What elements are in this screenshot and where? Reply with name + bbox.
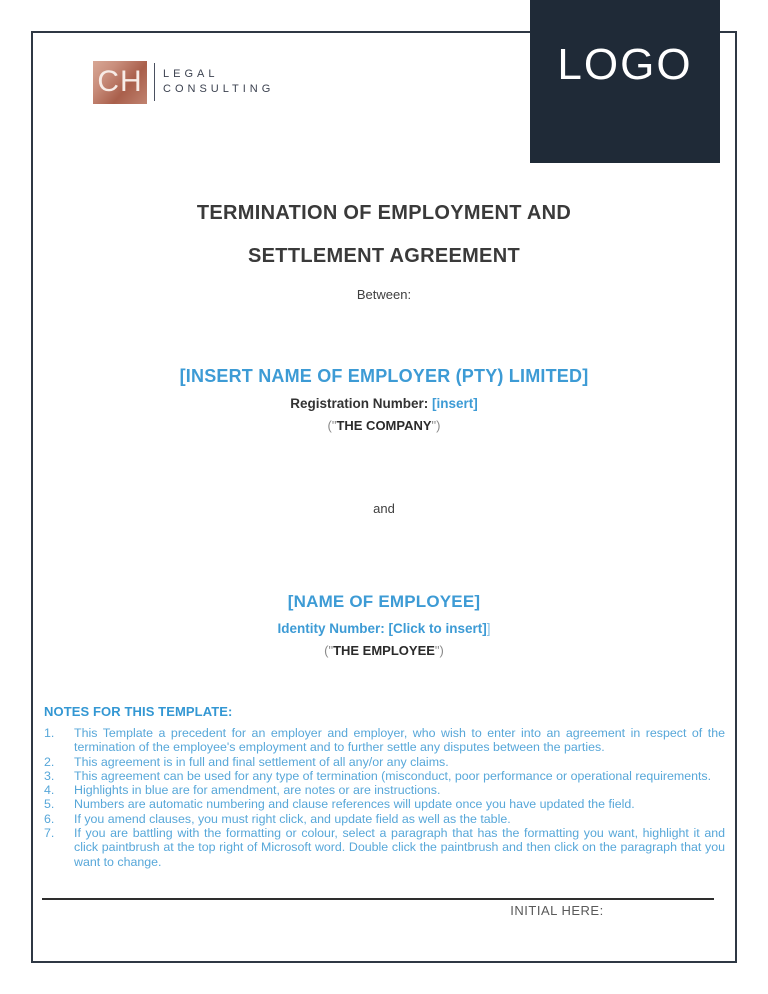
note-text: If you amend clauses, you must right click, and update field as well as the table. <box>74 811 511 826</box>
note-text: Numbers are automatic numbering and clause references will update once you have updated the field. <box>74 797 635 812</box>
brand-name <box>163 67 274 97</box>
employee-section <box>33 592 735 658</box>
employee-alias-open-quote: (" <box>324 643 334 658</box>
note-item <box>44 812 725 826</box>
note-item <box>44 826 725 869</box>
note-text: This agreement is in full and final settlement of all any/or any claims. <box>74 754 449 769</box>
notes-list <box>44 726 725 869</box>
note-number: 7. <box>44 826 55 841</box>
brand-name-line2: CONSULTING <box>163 83 275 95</box>
logo-placeholder-box <box>530 0 720 163</box>
identity-trailing-bracket: ] <box>486 621 491 636</box>
initial-here-label[interactable]: INITIAL HERE: <box>510 903 604 918</box>
company-alias <box>33 418 735 433</box>
note-item <box>44 783 725 797</box>
identity-label: Identity Number: <box>277 621 389 636</box>
logo-placeholder-text: LOGO <box>557 40 693 89</box>
employer-section <box>33 366 735 433</box>
employer-name-field[interactable]: [INSERT NAME OF EMPLOYER (PTY) LIMITED] <box>179 366 589 386</box>
note-number: 1. <box>44 726 55 740</box>
document-title-line2: SETTLEMENT AGREEMENT <box>248 245 520 267</box>
note-text: If you are battling with the formatting or colour, select a paragraph that has the formatting you want, highlight it and click paintbrush at the top right of Microsoft word. Double click the paintbrush and then click on the paragraph that you want to change. <box>74 826 725 869</box>
note-number: 4. <box>44 783 55 798</box>
note-item <box>44 769 725 783</box>
brand-divider <box>154 63 155 101</box>
document-title-line1: TERMINATION OF EMPLOYMENT AND <box>196 202 572 224</box>
company-alias-open-quote: (" <box>327 418 337 433</box>
registration-label: Registration Number: <box>290 396 432 411</box>
ch-monogram-text: CH <box>97 65 143 98</box>
notes-heading: NOTES FOR THIS TEMPLATE: <box>44 704 233 719</box>
note-text: Highlights in blue are for amendment, are notes or are instructions. <box>74 783 441 798</box>
between-label: Between: <box>356 287 412 302</box>
employee-alias <box>33 643 735 658</box>
ch-legal-consulting-logo <box>93 60 274 104</box>
initial-here-line <box>42 898 714 918</box>
note-item <box>44 726 725 755</box>
employee-name-field[interactable]: [NAME OF EMPLOYEE] <box>287 592 481 611</box>
note-number: 3. <box>44 768 55 783</box>
and-label: and <box>373 501 395 516</box>
company-alias-close-quote: ") <box>431 418 441 433</box>
identity-insert-field[interactable]: [Click to insert] <box>388 621 487 636</box>
employee-identity-line <box>33 621 735 636</box>
brand-name-line1: LEGAL <box>163 68 219 80</box>
employee-alias-close-quote: ") <box>434 643 444 658</box>
note-text: This agreement can be used for any type of termination (misconduct, poor performance or operational requirements. <box>74 768 712 783</box>
note-number: 6. <box>44 811 55 826</box>
note-text: This Template a precedent for an employer and employer, who wish to enter into an agreement in respect of the termination of the employee's employment and to further settle any disputes between the parties. <box>74 726 725 755</box>
company-alias-name: THE COMPANY <box>336 418 432 433</box>
document-title <box>33 192 735 278</box>
note-item <box>44 755 725 769</box>
notes-section <box>44 704 725 869</box>
note-number: 2. <box>44 754 55 769</box>
ch-monogram-icon <box>93 61 147 104</box>
employee-alias-name: THE EMPLOYEE <box>333 643 435 658</box>
note-number: 5. <box>44 797 55 812</box>
note-item <box>44 797 725 811</box>
registration-insert-field[interactable]: [insert] <box>432 396 478 411</box>
employer-registration-line <box>33 396 735 411</box>
